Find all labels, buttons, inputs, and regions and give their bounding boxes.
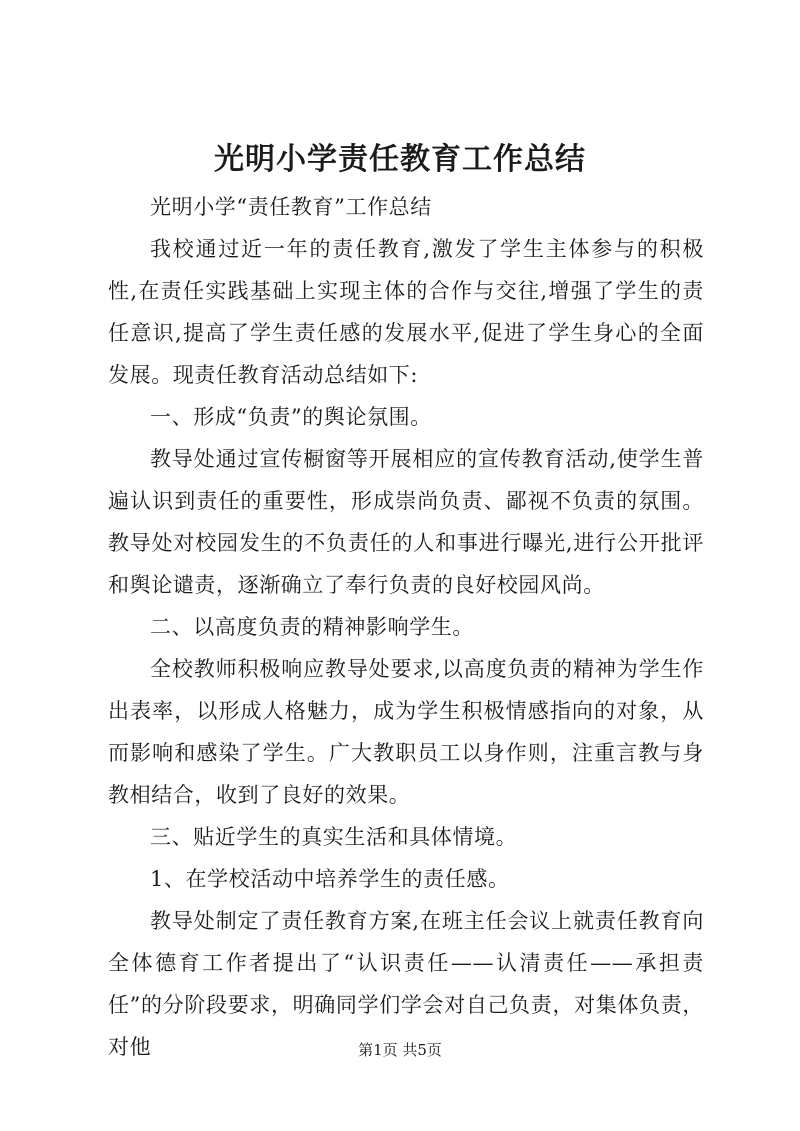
document-title: 光明小学责任教育工作总结 xyxy=(214,142,586,177)
document-body xyxy=(108,186,704,1068)
section-heading-2: 二、以高度负责的精神影响学生。 xyxy=(150,615,474,639)
section-heading-3: 三、贴近学生的真实生活和具体情境。 xyxy=(150,825,518,849)
subtitle-paragraph: 光明小学“责任教育”工作总结 xyxy=(150,195,432,219)
body-paragraph: 教导处通过宣传橱窗等开展相应的宣传教育活动,使学生普遍认识到责任的重要性，形成崇尚负责、鄙视不负责的氛围。教导处对校园发生的不负责任的人和事进行曝光,进行公开批评和舆论谴责，逐渐确立了奉行负责的良好校园风尚。 xyxy=(108,447,704,597)
subsection-heading-1: 1、在学校活动中培养学生的责任感。 xyxy=(150,867,510,891)
section-heading-1: 一、形成“负责”的舆论氛围。 xyxy=(150,405,432,429)
page-footer: 第1页 共5页 xyxy=(358,1041,442,1059)
intro-paragraph: 我校通过近一年的责任教育,激发了学生主体参与的积极性,在责任实践基础上实现主体的合作与交往,增强了学生的责任意识,提高了学生责任感的发展水平,促进了学生身心的全面发展。现责任教育活动总结如下: xyxy=(108,237,704,387)
body-paragraph: 教导处制定了责任教育方案,在班主任会议上就责任教育向全体德育工作者提出了“认识责任——认清责任——承担责任”的分阶段要求，明确同学们学会对自己负责，对集体负责，对他 xyxy=(108,909,704,1059)
body-paragraph: 全校教师积极响应教导处要求,以高度负责的精神为学生作出表率，以形成人格魅力，成为学生积极情感指向的对象，从而影响和感染了学生。广大教职员工以身作则，注重言教与身教相结合，收到了良好的效果。 xyxy=(108,657,704,807)
